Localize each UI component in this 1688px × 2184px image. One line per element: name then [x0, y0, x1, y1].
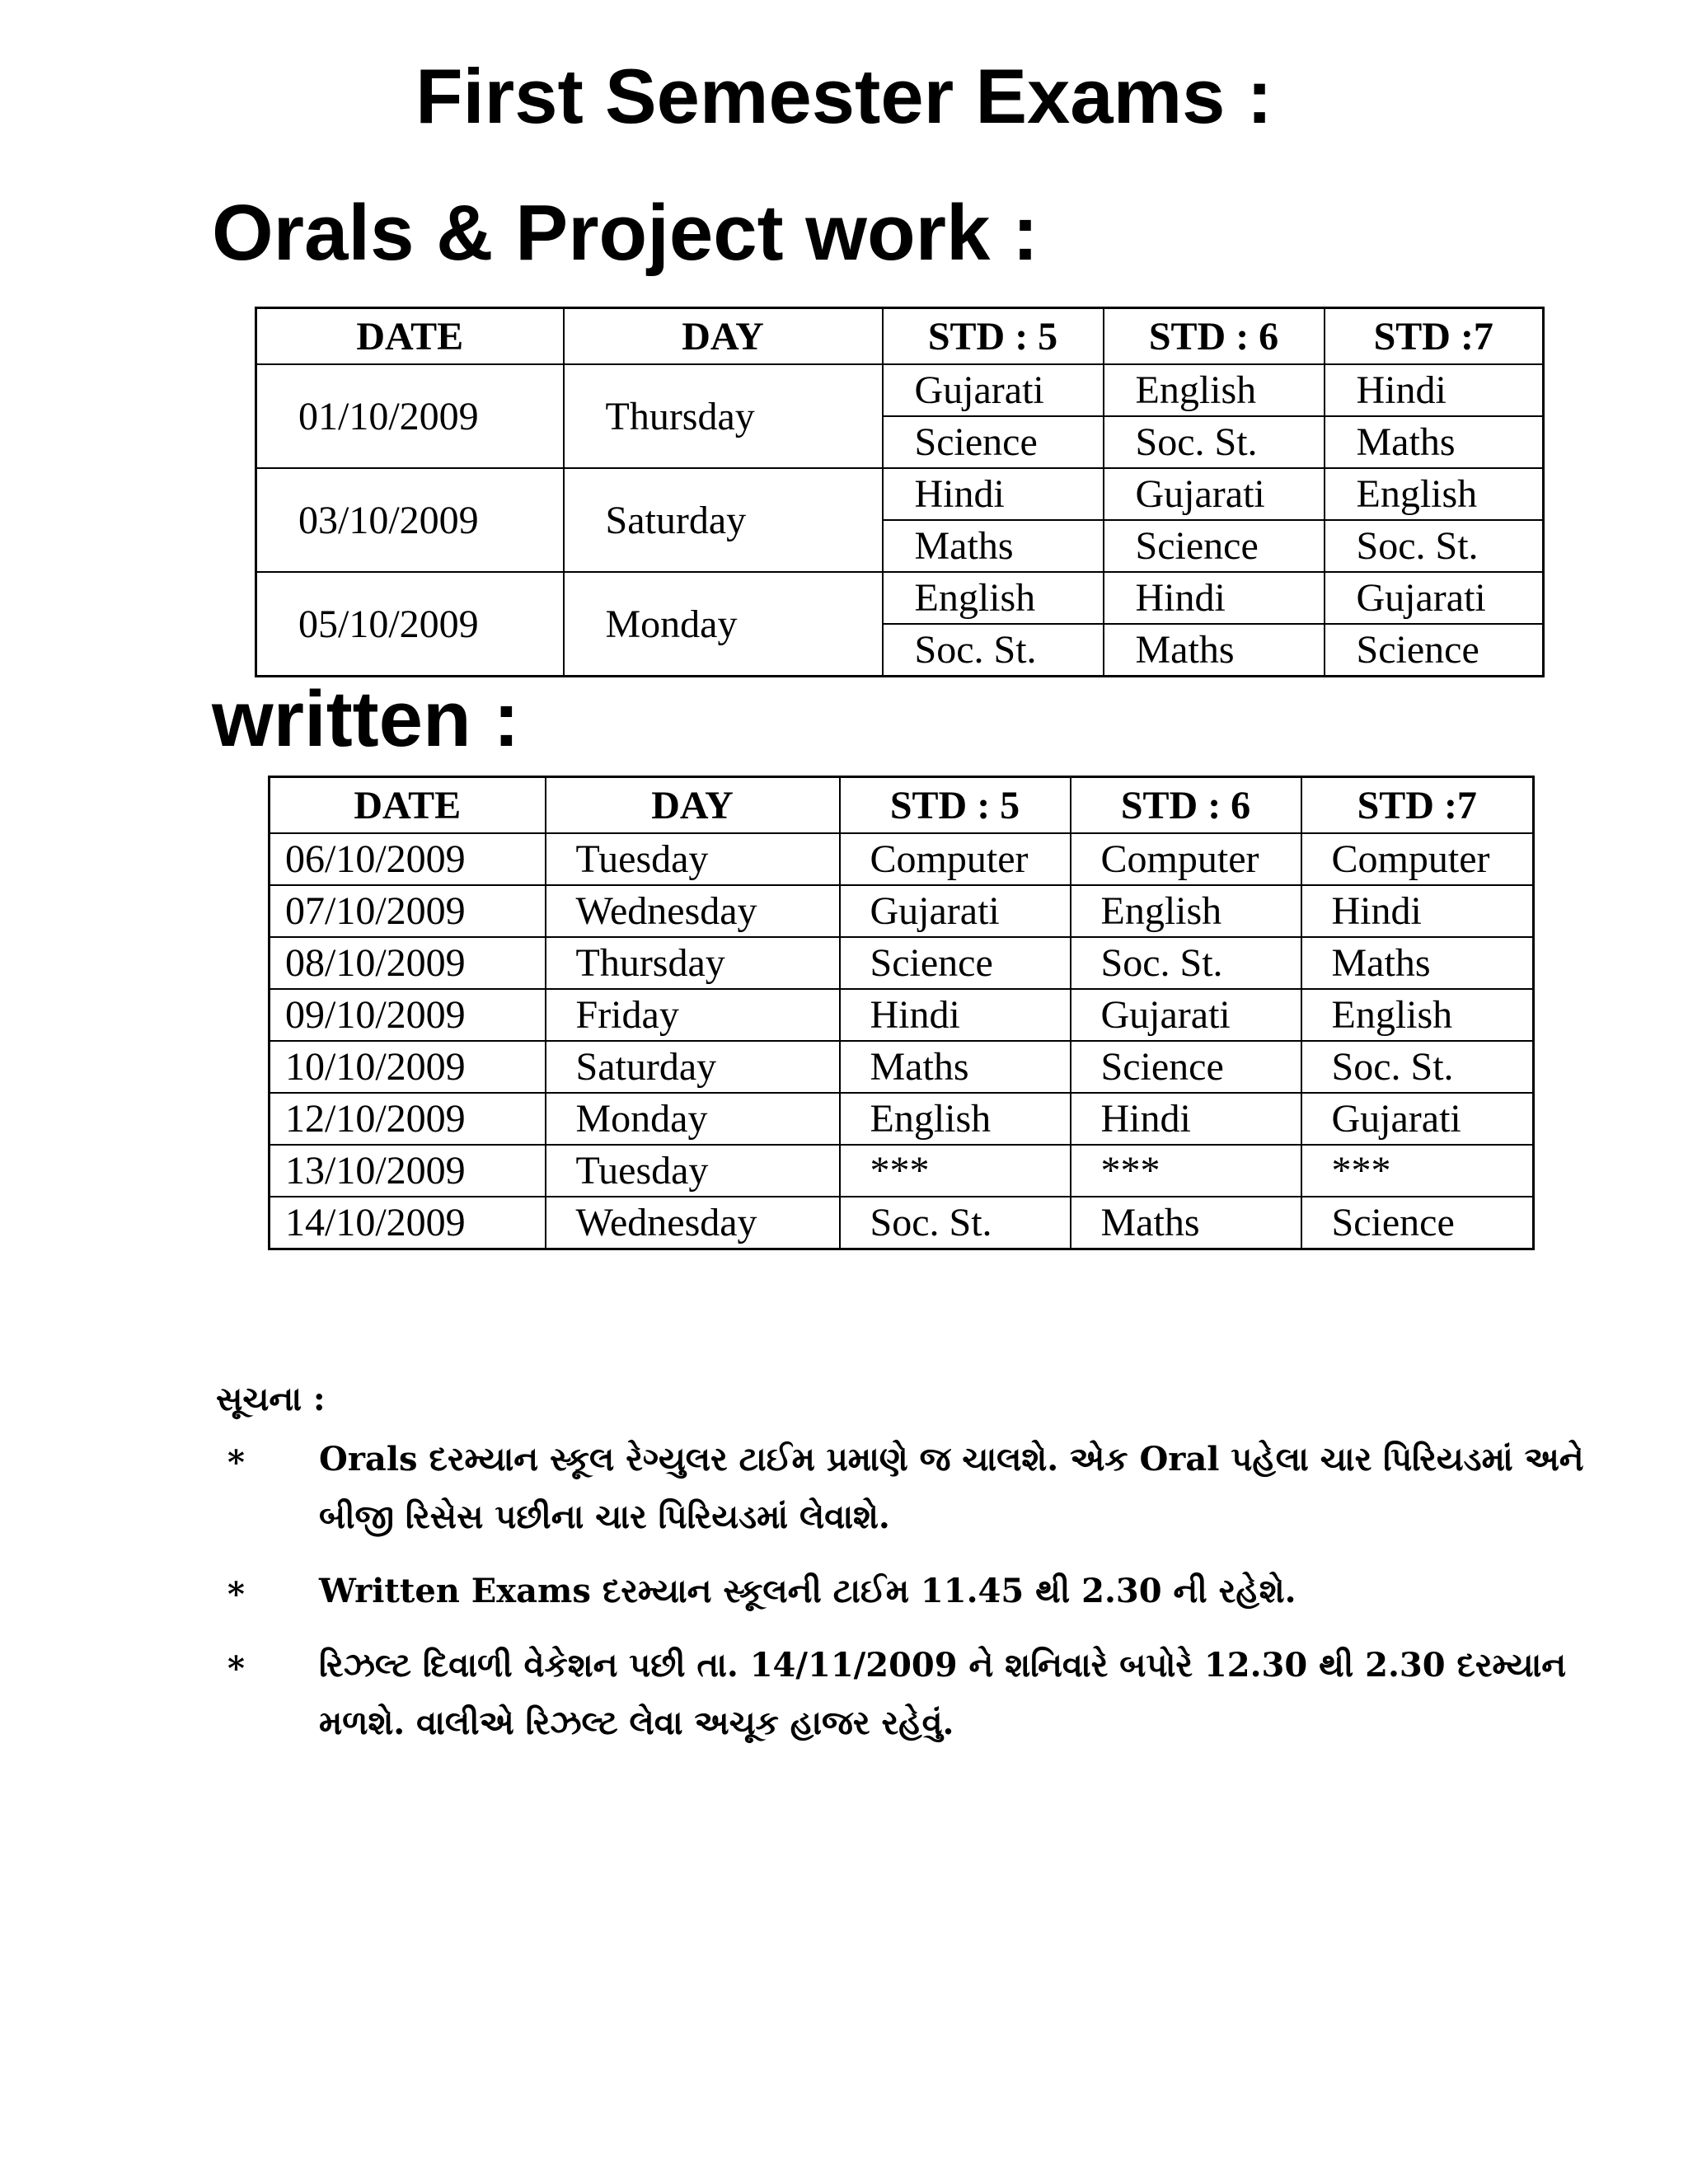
orals-day: Saturday	[564, 468, 883, 572]
written-subject-std5: Hindi	[840, 989, 1071, 1041]
orals-subject: English	[1325, 468, 1544, 520]
written-subject-std6: Soc. St.	[1071, 937, 1301, 989]
written-subject-std5: Gujarati	[840, 885, 1071, 937]
orals-subject: Hindi	[1325, 364, 1544, 416]
orals-timetable	[255, 307, 1545, 677]
note-item	[216, 1637, 1617, 1752]
written-row	[270, 989, 1534, 1041]
orals-subject: Soc. St.	[1104, 416, 1325, 468]
written-date: 06/10/2009	[270, 833, 546, 885]
orals-subject: Hindi	[1104, 572, 1325, 624]
note-item	[216, 1431, 1617, 1546]
orals-header-row	[256, 308, 1544, 365]
written-header-day: DAY	[546, 777, 840, 834]
written-day: Wednesday	[546, 1197, 840, 1249]
written-subject-std6: Maths	[1071, 1197, 1301, 1249]
orals-subject: Maths	[883, 520, 1104, 572]
written-day: Saturday	[546, 1041, 840, 1093]
written-subject-std5: Soc. St.	[840, 1197, 1071, 1249]
written-date: 10/10/2009	[270, 1041, 546, 1093]
written-timetable	[268, 776, 1535, 1250]
orals-subject: Science	[1325, 624, 1544, 677]
orals-header-std5: STD : 5	[883, 308, 1104, 365]
written-day: Tuesday	[546, 1145, 840, 1197]
written-row	[270, 1145, 1534, 1197]
written-subject-std7: English	[1301, 989, 1534, 1041]
written-subject-std5: English	[840, 1093, 1071, 1145]
orals-subject: Soc. St.	[883, 624, 1104, 677]
orals-heading: Orals & Project work :	[212, 189, 1039, 277]
orals-date: 03/10/2009	[256, 468, 564, 572]
written-subject-std6: English	[1071, 885, 1301, 937]
written-header-std6: STD : 6	[1071, 777, 1301, 834]
bullet-star-icon: *	[227, 1649, 245, 1688]
orals-subject: English	[883, 572, 1104, 624]
written-subject-std7: Computer	[1301, 833, 1534, 885]
written-date: 07/10/2009	[270, 885, 546, 937]
written-subject-std7: Gujarati	[1301, 1093, 1534, 1145]
orals-subject: Gujarati	[1104, 468, 1325, 520]
written-subject-std6: Hindi	[1071, 1093, 1301, 1145]
orals-row	[256, 468, 1544, 520]
orals-subject: Gujarati	[1325, 572, 1544, 624]
written-row	[270, 833, 1534, 885]
written-subject-std6: ***	[1071, 1145, 1301, 1197]
orals-date: 05/10/2009	[256, 572, 564, 677]
bullet-star-icon: *	[227, 1575, 245, 1614]
note-text: રિઝલ્ટ દિવાળી વેકેશન પછી તા. 14/11/2009 ને શનિવારે બપોરે 12.30 થી 2.30 દરમ્યાન મળશે. વાલીએ રિઝલ્ટ લેવા અચૂક હાજર રહેવું.	[319, 1646, 1567, 1742]
written-date: 12/10/2009	[270, 1093, 546, 1145]
orals-header-date: DATE	[256, 308, 564, 365]
written-subject-std7: Maths	[1301, 937, 1534, 989]
orals-subject: English	[1104, 364, 1325, 416]
orals-day: Thursday	[564, 364, 883, 468]
written-subject-std5: Computer	[840, 833, 1071, 885]
written-subject-std5: ***	[840, 1145, 1071, 1197]
orals-date: 01/10/2009	[256, 364, 564, 468]
written-row	[270, 1093, 1534, 1145]
note-item	[216, 1563, 1617, 1620]
written-subject-std7: Science	[1301, 1197, 1534, 1249]
page-title: First Semester Exams :	[415, 53, 1273, 139]
notes-section	[216, 1375, 1617, 1769]
written-row	[270, 937, 1534, 989]
written-header-std7: STD :7	[1301, 777, 1534, 834]
written-subject-std6: Gujarati	[1071, 989, 1301, 1041]
written-day: Thursday	[546, 937, 840, 989]
written-date: 14/10/2009	[270, 1197, 546, 1249]
orals-subject: Hindi	[883, 468, 1104, 520]
written-subject-std6: Science	[1071, 1041, 1301, 1093]
written-subject-std5: Maths	[840, 1041, 1071, 1093]
written-subject-std7: ***	[1301, 1145, 1534, 1197]
orals-header-std7: STD :7	[1325, 308, 1544, 365]
written-subject-std5: Science	[840, 937, 1071, 989]
written-row	[270, 1041, 1534, 1093]
written-day: Friday	[546, 989, 840, 1041]
written-date: 09/10/2009	[270, 989, 546, 1041]
orals-subject: Soc. St.	[1325, 520, 1544, 572]
written-date: 08/10/2009	[270, 937, 546, 989]
written-row	[270, 885, 1534, 937]
orals-row	[256, 364, 1544, 416]
written-date: 13/10/2009	[270, 1145, 546, 1197]
written-row	[270, 1197, 1534, 1249]
written-day: Wednesday	[546, 885, 840, 937]
orals-subject: Maths	[1325, 416, 1544, 468]
notes-heading: સૂચના :	[216, 1380, 326, 1418]
orals-header-day: DAY	[564, 308, 883, 365]
orals-subject: Maths	[1104, 624, 1325, 677]
note-text: Written Exams દરમ્યાન સ્કૂલની ટાઈમ 11.45 થી 2.30 ની રહેશે.	[319, 1572, 1296, 1610]
written-day: Monday	[546, 1093, 840, 1145]
written-header-std5: STD : 5	[840, 777, 1071, 834]
orals-day: Monday	[564, 572, 883, 677]
written-heading: written :	[212, 675, 520, 763]
orals-header-std6: STD : 6	[1104, 308, 1325, 365]
note-text: Orals દરમ્યાન સ્કૂલ રેગ્યુલર ટાઈમ પ્રમાણે જ ચાલશે. એક Oral પહેલા ચાર પિરિયડમાં અને બીજી રિસેસ પછીના ચાર પિરિયડમાં લેવાશે.	[319, 1440, 1584, 1536]
written-header-row	[270, 777, 1534, 834]
written-subject-std7: Hindi	[1301, 885, 1534, 937]
written-subject-std7: Soc. St.	[1301, 1041, 1534, 1093]
written-header-date: DATE	[270, 777, 546, 834]
written-subject-std6: Computer	[1071, 833, 1301, 885]
orals-subject: Gujarati	[883, 364, 1104, 416]
orals-row	[256, 572, 1544, 624]
orals-subject: Science	[1104, 520, 1325, 572]
orals-subject: Science	[883, 416, 1104, 468]
written-day: Tuesday	[546, 833, 840, 885]
bullet-star-icon: *	[227, 1443, 245, 1482]
